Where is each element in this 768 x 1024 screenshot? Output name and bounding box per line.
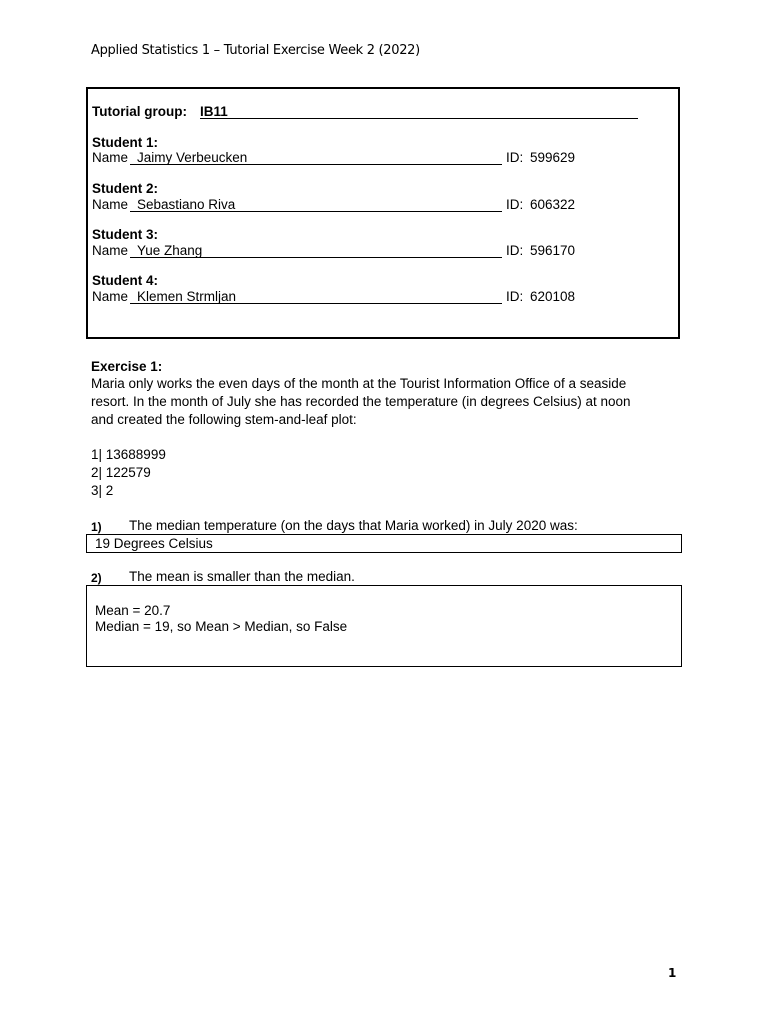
student-4-underline xyxy=(130,303,502,304)
student-1-id-label: ID: xyxy=(506,150,524,165)
student-1-label: Student 1: xyxy=(92,135,158,150)
stem-leaf-row-1: 1| 13688999 xyxy=(91,447,166,462)
answer-2-line-2: Median = 19, so Mean > Median, so False xyxy=(95,619,348,634)
question-1-number: 1) xyxy=(91,520,102,534)
student-1-name: Jaimy Verbeucken xyxy=(137,150,248,165)
stem-leaf-row-2: 2| 122579 xyxy=(91,465,151,480)
student-3-id: 596170 xyxy=(530,243,576,258)
exercise-intro-line-3: and created the following stem-and-leaf plot: xyxy=(91,412,357,427)
student-3-id-label: ID: xyxy=(506,243,524,258)
student-3-label: Student 3: xyxy=(92,227,158,242)
student-2-label: Student 2: xyxy=(92,181,158,196)
question-2-number: 2) xyxy=(91,571,102,585)
page-header: Applied Statistics 1 – Tutorial Exercise Week 2 (2022) xyxy=(91,43,420,58)
student-2-id: 606322 xyxy=(530,197,576,212)
student-2-name: Sebastiano Riva xyxy=(137,197,236,212)
student-4-name: Klemen Strmljan xyxy=(137,289,237,304)
student-4-id: 620108 xyxy=(530,289,576,304)
student-1-id: 599629 xyxy=(530,150,576,165)
page-number: 1 xyxy=(668,966,677,980)
student-1-name-label: Name xyxy=(92,150,129,165)
student-4-name-label: Name xyxy=(92,289,129,304)
student-3-name: Yue Zhang xyxy=(137,243,203,258)
exercise-intro-line-1: Maria only works the even days of the month at the Tourist Information Office of a seaside xyxy=(91,376,627,391)
question-1-text: The median temperature (on the days that Maria worked) in July 2020 was: xyxy=(129,518,578,533)
student-4-id-label: ID: xyxy=(506,289,524,304)
tutorial-group-label: Tutorial group: xyxy=(92,104,187,119)
stem-leaf-row-3: 3| 2 xyxy=(91,483,114,498)
student-2-name-label: Name xyxy=(92,197,129,212)
student-2-id-label: ID: xyxy=(506,197,524,212)
answer-1-line-1: 19 Degrees Celsius xyxy=(95,536,213,551)
exercise-intro-line-2: resort. In the month of July she has recorded the temperature (in degrees Celsius) at noon xyxy=(91,394,631,409)
answer-2-line-1: Mean = 20.7 xyxy=(95,603,171,618)
student-1-underline xyxy=(130,164,502,165)
tutorial-group-underline xyxy=(200,118,638,119)
student-3-name-label: Name xyxy=(92,243,129,258)
student-4-label: Student 4: xyxy=(92,273,158,288)
tutorial-group-value: IB11 xyxy=(200,104,228,119)
question-2-text: The mean is smaller than the median. xyxy=(129,569,355,584)
exercise-title: Exercise 1: xyxy=(91,359,163,374)
student-2-underline xyxy=(130,211,502,212)
student-3-underline xyxy=(130,257,502,258)
